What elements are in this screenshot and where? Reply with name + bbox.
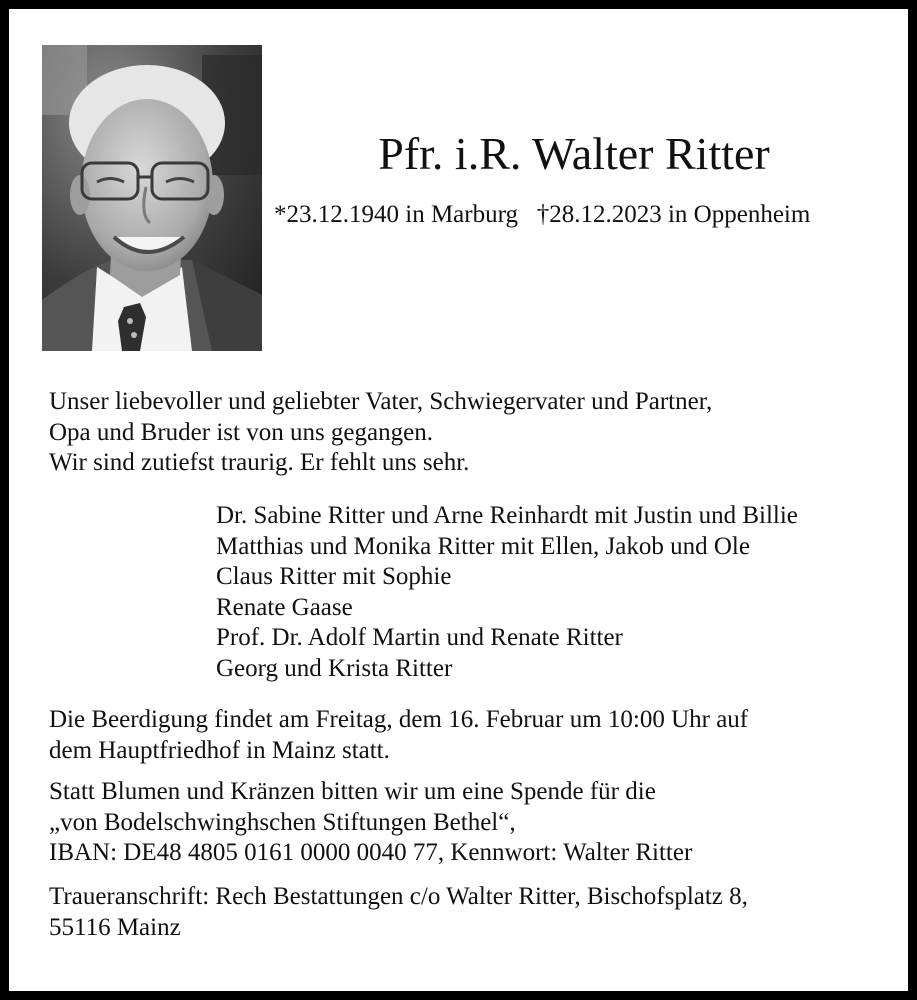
mourner-entry: Renate Gaase (216, 593, 353, 621)
mourner-entry: Claus Ritter mit Sophie (216, 563, 452, 590)
life-dates (274, 199, 810, 231)
funeral-line: dem Hauptfriedhof in Mainz statt. (49, 736, 390, 764)
mourner-entry: Matthias und Monika Ritter mit Ellen, Jakob und Ole (216, 532, 750, 560)
address-line: Traueranschrift: Rech Bestattungen c/o Walter Ritter, Bischofsplatz 8, (49, 883, 748, 910)
address-paragraph (49, 882, 748, 943)
intro-paragraph (49, 387, 712, 479)
mourner-entry: Dr. Sabine Ritter und Arne Reinhardt mit Justin und Billie (216, 502, 798, 529)
donation-line: Statt Blumen und Kränzen bitten wir um eine Spende für die (49, 778, 656, 805)
death-date: †28.12.2023 in Oppenheim (536, 201, 811, 228)
birth-date: *23.12.1940 in Marburg (274, 201, 518, 228)
iban-line: IBAN: DE48 4805 0161 0000 0040 77, Kennwort: Walter Ritter (49, 839, 693, 866)
mourners-list (216, 501, 798, 684)
funeral-paragraph (49, 705, 748, 766)
donation-paragraph (49, 777, 692, 869)
intro-line: Unser liebevoller und geliebter Vater, Schwiegervater und Partner, (49, 388, 713, 415)
funeral-line: Die Beerdigung findet am Freitag, dem 16. Februar um 10:00 Uhr auf (49, 706, 749, 733)
portrait-photo (42, 45, 262, 351)
mourner-entry: Prof. Dr. Adolf Martin und Renate Ritter (216, 624, 623, 651)
intro-line: Opa und Bruder ist von uns gegangen. (49, 418, 433, 446)
deceased-name: Pfr. i.R. Walter Ritter (378, 128, 770, 179)
mourner-entry: Georg und Krista Ritter (216, 654, 453, 682)
donation-line: „von Bodelschwinghschen Stiftungen Bethel“, (49, 808, 516, 836)
intro-line: Wir sind zutiefst traurig. Er fehlt uns sehr. (49, 449, 470, 476)
address-line: 55116 Mainz (49, 913, 181, 941)
